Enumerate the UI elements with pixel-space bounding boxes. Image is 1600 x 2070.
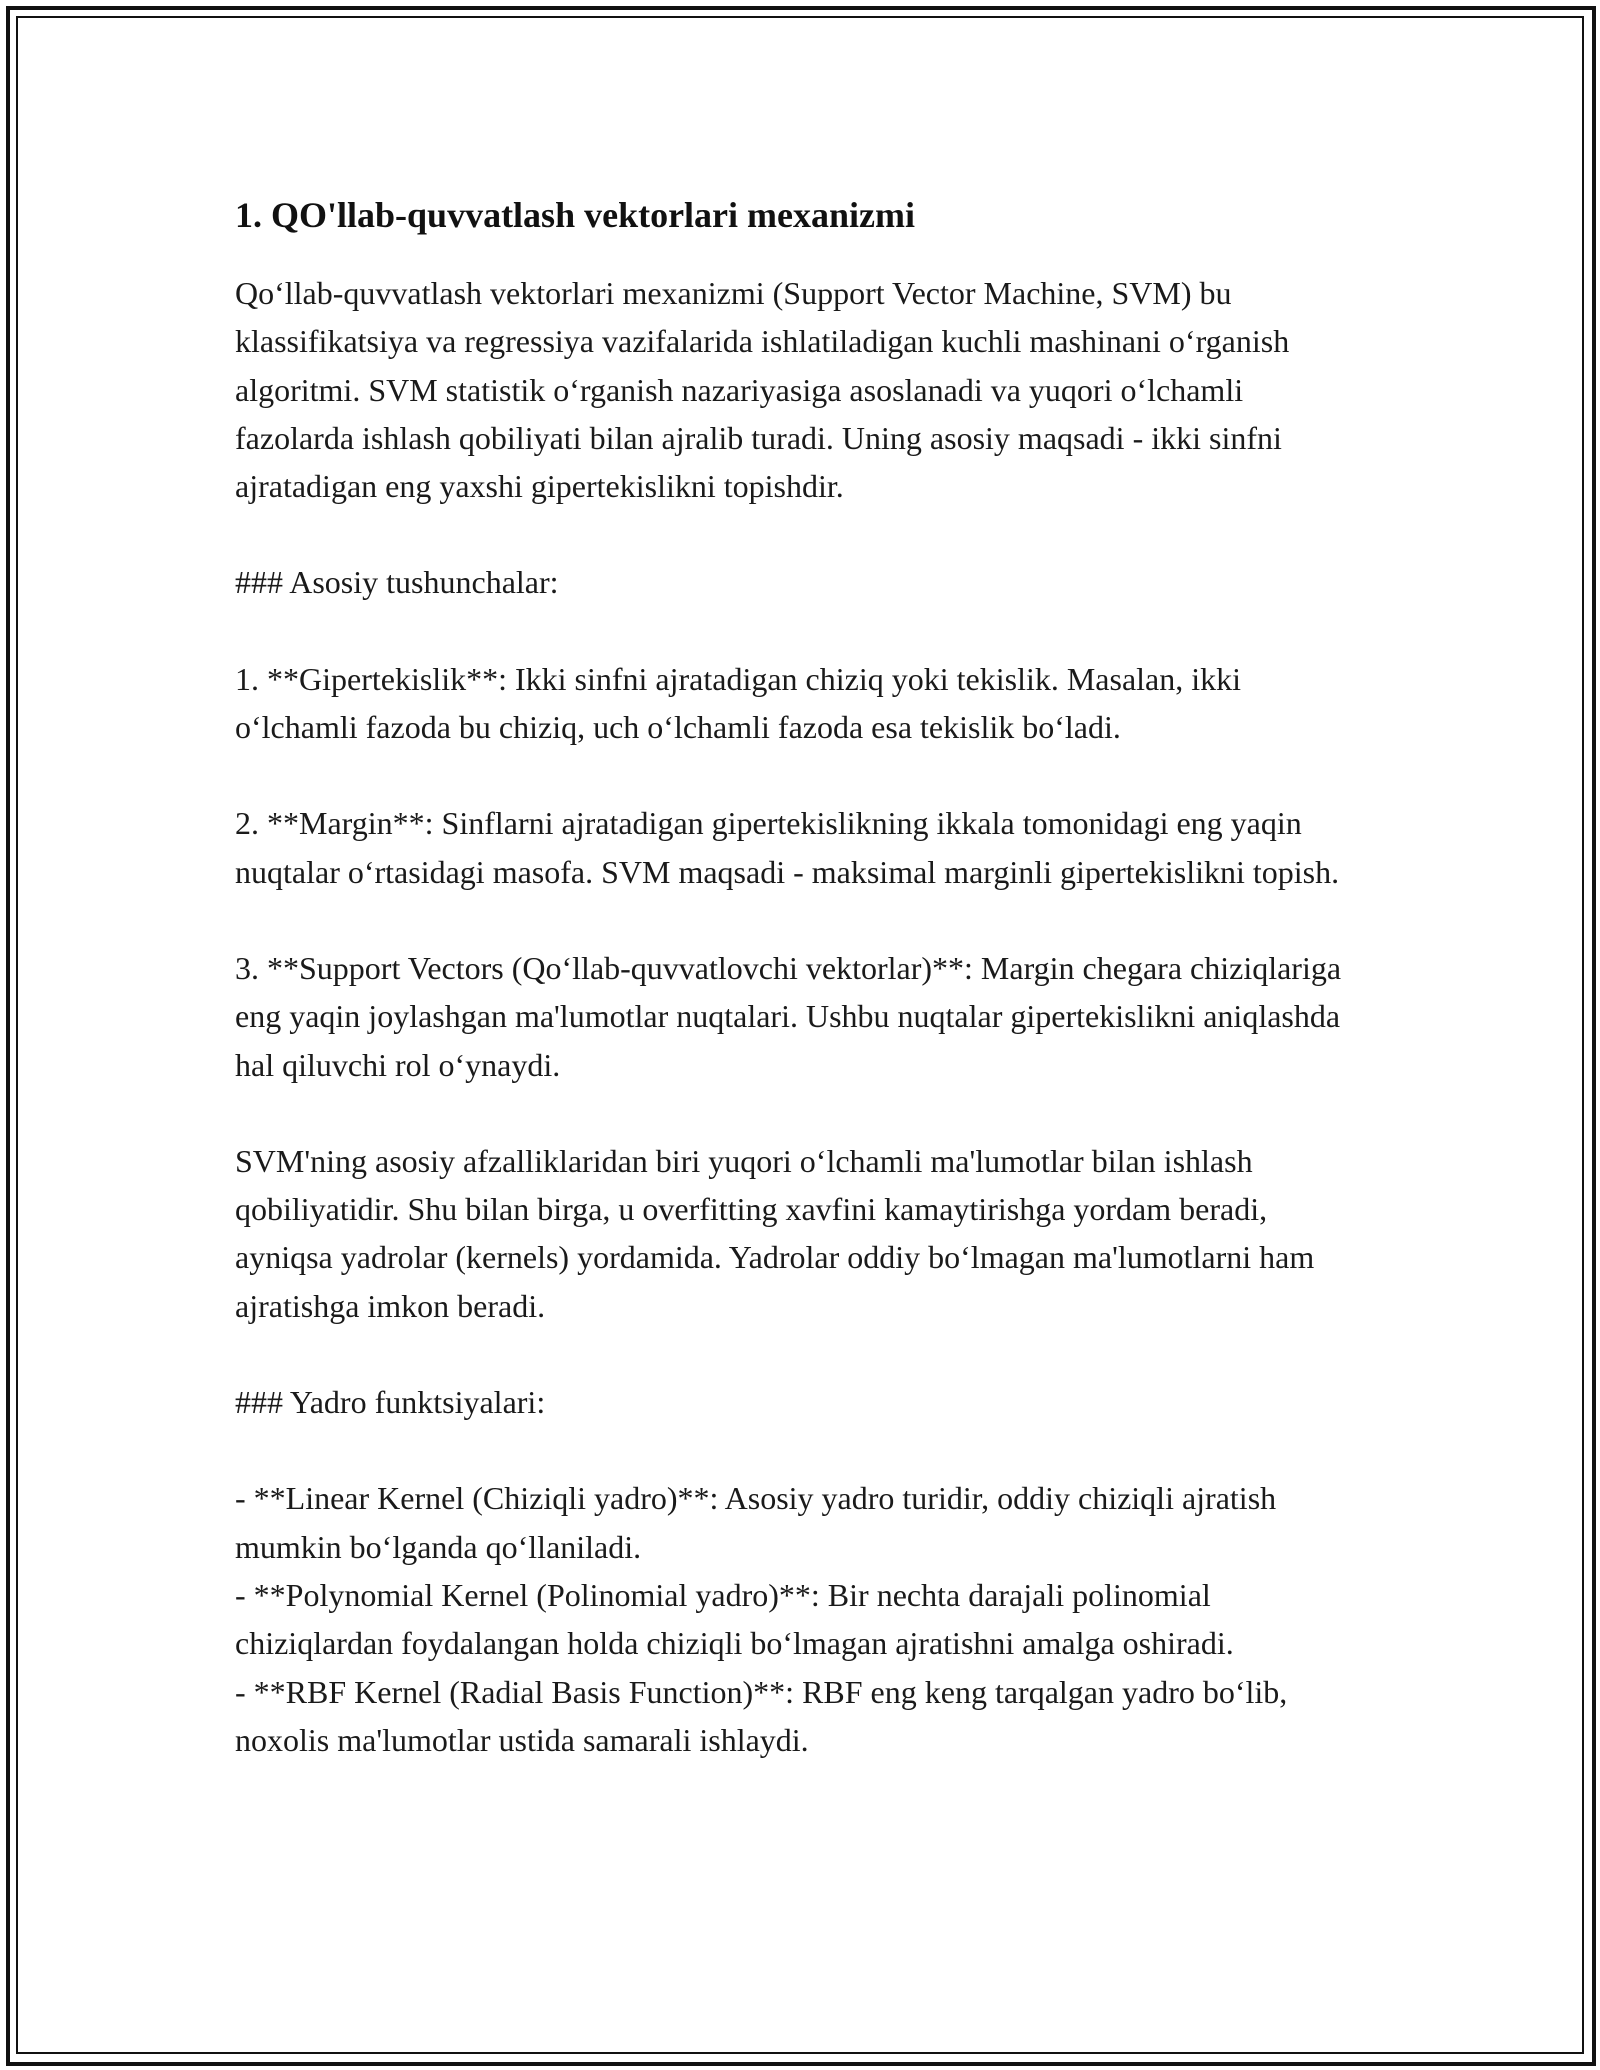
section-heading-concepts: ### Asosiy tushunchalar:	[235, 564, 559, 601]
document-title: 1. QO'llab-quvvatlash vektorlari mexanizmi	[235, 195, 915, 235]
kernel-item-rbf: - **RBF Kernel (Radial Basis Function)**: RBF eng keng tarqalgan yadro bo‘lib, noxolis ma'lumotlar ustida samarali ishlaydi.	[235, 1673, 1288, 1758]
kernel-item-linear: - **Linear Kernel (Chiziqli yadro)**: Asosiy yadro turidir, oddiy chiziqli ajratish mumkin bo‘lganda qo‘llaniladi.	[235, 1480, 1277, 1565]
section-heading-kernels: ### Yadro funktsiyalari:	[235, 1384, 546, 1421]
kernel-item-polynomial: - **Polynomial Kernel (Polinomial yadro)**: Bir nechta darajali polinomial chiziqlardan foydalangan holda chiziqli bo‘lmagan ajratishni amalga oshiradi.	[235, 1576, 1234, 1662]
advantages-paragraph: SVM'ning asosiy afzalliklaridan biri yuqori o‘lchamli ma'lumotlar bilan ishlash qobiliyatidir. Shu bilan birga, u overfitting xavfini kamaytirishga yordam beradi, ayniqsa yadrolar (kernels) yordamida. Yadrolar oddiy bo‘lmagan ma'lumotlarni ham ajratishga imkon beradi.	[235, 1142, 1315, 1324]
concept-item-margin: 2. **Margin**: Sinflarni ajratadigan gipertekislikning ikkala tomonidagi eng yaqin nuqtalar o‘rtasidagi masofa. SVM maqsadi - maksimal marginli gipertekislikni topish.	[235, 805, 1340, 890]
intro-paragraph: Qo‘llab-quvvatlash vektorlari mexanizmi (Support Vector Machine, SVM) bu klassifikatsiya va regressiya vazifalarida ishlatiladigan kuchli mashinani o‘rganish algoritmi. SVM statistik o‘rganish nazariyasiga asoslanadi va yuqori o‘lchamli fazolarda ishlash qobiliyati bilan ajralib turadi. Uning asosiy maqsadi - ikki sinfni ajratadigan eng yaxshi gipertekislikni topishdir.	[235, 275, 1290, 505]
concept-item-support-vectors: 3. **Support Vectors (Qo‘llab-quvvatlovchi vektorlar)**: Margin chegara chiziqlariga eng yaqin joylashgan ma'lumotlar nuqtalari. Ushbu nuqtalar gipertekislikni aniqlashda hal qiluvchi rol o‘ynaydi.	[235, 949, 1342, 1083]
document-body	[235, 187, 1365, 1764]
concept-item-hyperplane: 1. **Gipertekislik**: Ikki sinfni ajratadigan chiziq yoki tekislik. Masalan, ikki o‘lchamli fazoda bu chiziq, uch o‘lchamli fazoda esa tekislik bo‘ladi.	[235, 660, 1242, 746]
